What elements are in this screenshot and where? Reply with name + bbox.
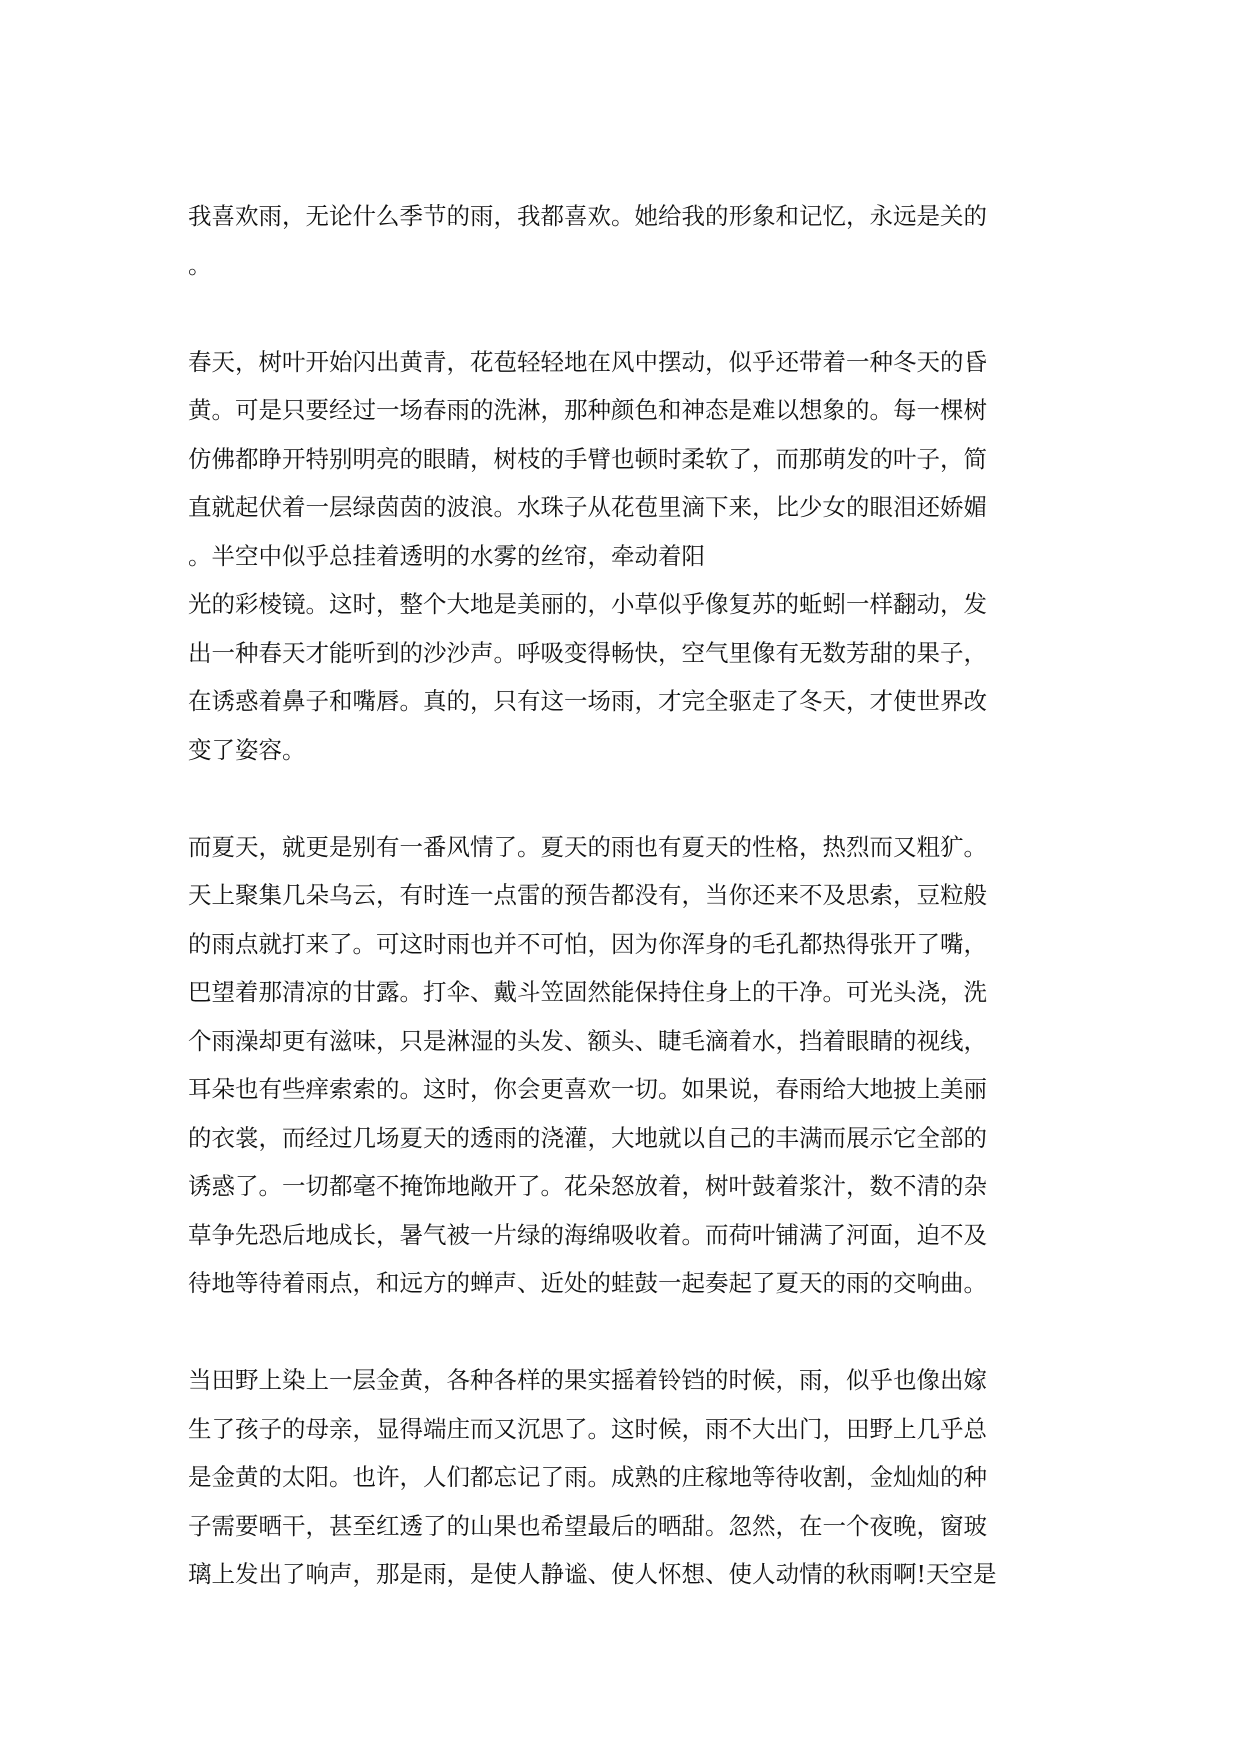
text-line: 我喜欢雨，无论什么季节的雨，我都喜欢。她给我的形象和记忆，永远是关的 [188, 202, 987, 230]
text-line: 生了孩子的母亲，显得端庄而又沉思了。这时候，雨不大出门，田野上几乎总 [188, 1414, 987, 1443]
text-line: 光的彩棱镜。这时，整个大地是美丽的，小草似乎像复苏的蚯蚓一样翻动，发 [188, 590, 987, 618]
text-line: 巴望着那清凉的甘露。打伞、戴斗笠固然能保持住身上的干净。可光头浇，洗 [188, 978, 987, 1006]
text-line: 诱惑了。一切都毫不掩饰地敞开了。花朵怒放着，树叶鼓着浆汁，数不清的杂 [188, 1172, 987, 1200]
text-line: 直就起伏着一层绿茵茵的波浪。水珠子从花苞里滴下来，比少女的眼泪还娇媚 [188, 493, 987, 521]
text-line: 。 [188, 250, 212, 279]
paragraph-spacer [188, 1308, 1048, 1357]
text-line: 仿佛都睁开特别明亮的眼睛，树枝的手臂也顿时柔软了，而那萌发的叶子，简 [188, 444, 987, 473]
document-body [188, 192, 1048, 1599]
text-line: 耳朵也有些痒索索的。这时，你会更喜欢一切。如果说，春雨给大地披上美丽 [188, 1075, 987, 1103]
paragraph [188, 823, 1048, 1308]
paragraph [188, 192, 1048, 289]
text-line: 子需要晒干，甚至红透了的山果也希望最后的晒甜。忽然，在一个夜晚，窗玻 [188, 1511, 987, 1540]
text-line: 。半空中似乎总挂着透明的水雾的丝帘，牵动着阳 [188, 541, 705, 570]
text-line: 变了姿容。 [188, 735, 306, 764]
paragraph [188, 1356, 1048, 1599]
text-line: 春天，树叶开始闪出黄青，花苞轻轻地在风中摆动，似乎还带着一种冬天的昏 [188, 347, 987, 376]
paragraph-spacer [188, 289, 1048, 338]
text-line: 待地等待着雨点，和远方的蝉声、近处的蛙鼓一起奏起了夏天的雨的交响曲。 [188, 1269, 987, 1297]
text-line: 在诱惑着鼻子和嘴唇。真的，只有这一场雨，才完全驱走了冬天，才使世界改 [188, 687, 987, 715]
paragraph-spacer [188, 774, 1048, 823]
text-line: 个雨澡却更有滋味，只是淋湿的头发、额头、睫毛滴着水，挡着眼睛的视线， [188, 1026, 987, 1055]
text-line: 璃上发出了响声，那是雨，是使人静谧、使人怀想、使人动情的秋雨啊!天空是 [188, 1560, 997, 1588]
text-line: 天上聚集几朵乌云，有时连一点雷的预告都没有，当你还来不及思索，豆粒般 [188, 881, 987, 909]
text-line: 出一种春天才能听到的沙沙声。呼吸变得畅快，空气里像有无数芳甜的果子， [188, 638, 987, 667]
text-line: 草争先恐后地成长，暑气被一片绿的海绵吸收着。而荷叶铺满了河面，迫不及 [188, 1220, 987, 1249]
text-line: 的衣裳，而经过几场夏天的透雨的浇灌，大地就以自己的丰满而展示它全部的 [188, 1123, 987, 1152]
text-line: 黄。可是只要经过一场春雨的洗淋，那种颜色和神态是难以想象的。每一棵树 [188, 396, 987, 424]
text-line: 当田野上染上一层金黄，各种各样的果实摇着铃铛的时候，雨，似乎也像出嫁 [188, 1366, 987, 1394]
text-line: 是金黄的太阳。也许，人们都忘记了雨。成熟的庄稼地等待收割，金灿灿的种 [188, 1463, 987, 1491]
text-line: 而夏天，就更是别有一番风情了。夏天的雨也有夏天的性格，热烈而又粗犷。 [188, 832, 987, 861]
text-line: 的雨点就打来了。可这时雨也并不可怕，因为你浑身的毛孔都热得张开了嘴， [188, 929, 987, 958]
paragraph [188, 338, 1048, 775]
